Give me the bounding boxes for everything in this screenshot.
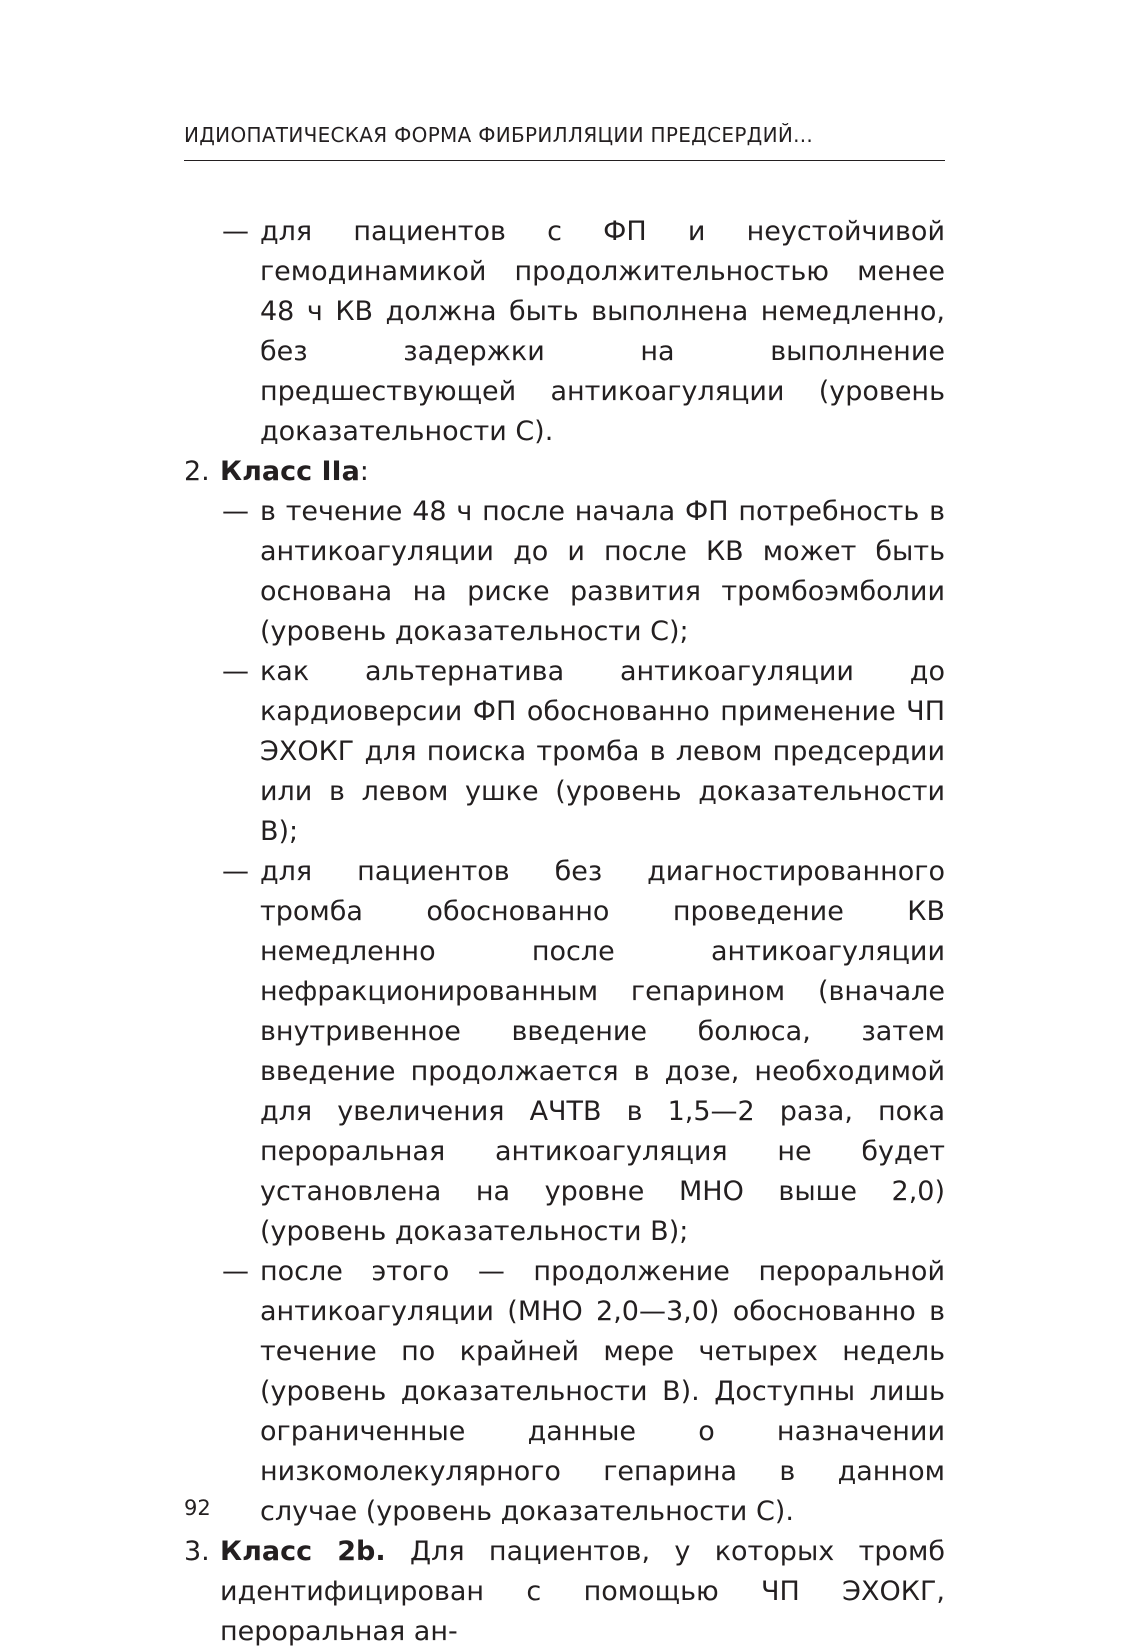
section-3 <box>184 1532 945 1652</box>
section-3-text: Для пациентов, у которых тромб идентифицирован с помощью ЧП ЭХОКГ, пероральная ан- <box>220 1536 945 1647</box>
dash-item: — после этого — продолжение пероральной антикоагуляции (МНО 2,0—3,0) обоснованно в течение по крайней мере четырех недель (уровень доказательности В). Доступны лишь ограниченные данные о назначении низкомолекулярного гепарина в данном случае (уровень доказательности С). <box>184 1252 945 1532</box>
section-2-number: 2. <box>184 456 210 487</box>
header-rule <box>184 160 945 161</box>
dash-item: — в течение 48 ч после начала ФП потребность в антикоагуляции до и после КВ может быть основана на риске развития тромбоэмболии (уровень доказательности С); <box>184 492 945 652</box>
page-body <box>184 212 945 1652</box>
section-2-title-colon: : <box>359 456 369 487</box>
section-3-title: Класс 2b. <box>220 1536 386 1567</box>
dash-item: — для пациентов без диагностированного тромба обоснованно проведение КВ немедленно после антикоагуляции нефракционированным гепарином (вначале внутривенное введение болюса, затем введение продолжается в дозе, необходимой для увеличения АЧТВ в 1,5—2 раза, пока пероральная антикоагуляция не будет установлена на уровне МНО выше 2,0) (уровень доказательности В); <box>184 852 945 1252</box>
section-3-number: 3. <box>184 1536 210 1567</box>
dash-item: — как альтернатива антикоагуляции до кардиоверсии ФП обоснованно применение ЧП ЭХОКГ для поиска тромба в левом предсердии или в левом ушке (уровень доказательности В); <box>184 652 945 852</box>
dash-item: — для пациентов с ФП и неустойчивой гемодинамикой продолжительностью менее 48 ч КВ должна быть выполнена немедленно, без задержки на выполнение предшествующей антикоагуляции (уровень доказательности С). <box>184 212 945 452</box>
section-2 <box>184 452 945 492</box>
running-title: ИДИОПАТИЧЕСКАЯ ФОРМА ФИБРИЛЛЯЦИИ ПРЕДСЕРДИЙ... <box>184 123 814 147</box>
page-number: 92 <box>184 1496 211 1520</box>
section-2-title: Класс IIa <box>220 456 360 487</box>
